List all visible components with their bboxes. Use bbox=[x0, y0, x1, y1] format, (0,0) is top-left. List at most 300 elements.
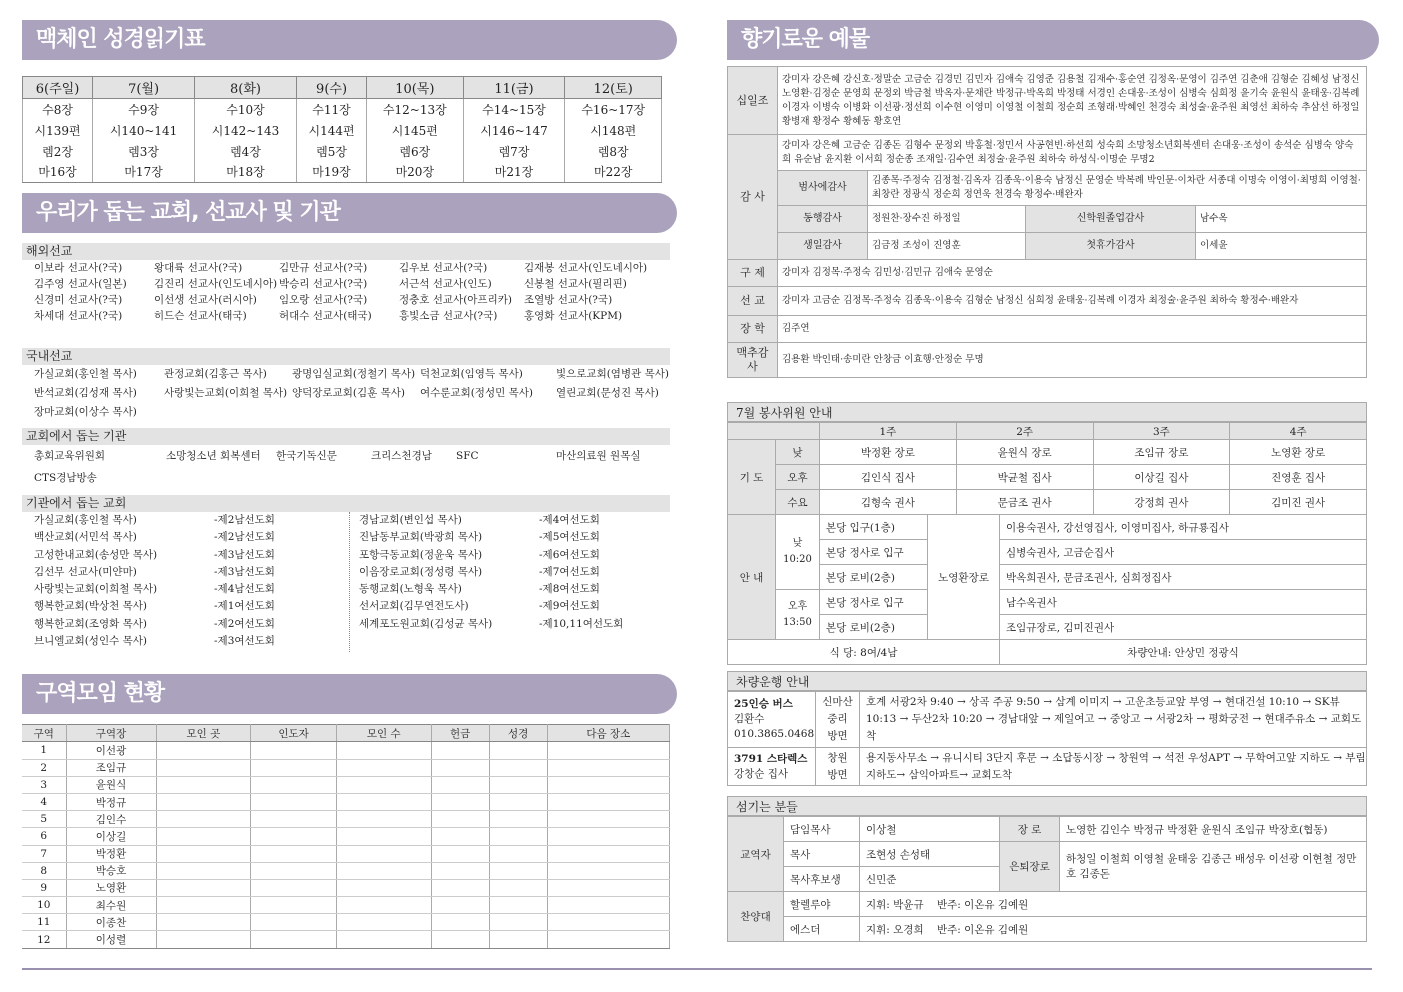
region-no: 12 bbox=[22, 931, 66, 948]
reading-cell: 시144편 bbox=[296, 120, 366, 141]
prayer-row bbox=[728, 465, 1367, 490]
church-item: -제3여선도회 bbox=[214, 635, 275, 648]
church-item: 진남동부교회(박광희 목사) bbox=[359, 531, 483, 544]
region-leader: 박정규 bbox=[66, 793, 156, 810]
region-no: 8 bbox=[22, 862, 66, 879]
region-blank bbox=[251, 879, 337, 896]
table-row bbox=[22, 845, 670, 862]
reading-cell: 시139편 bbox=[23, 120, 93, 141]
region-blank bbox=[336, 828, 431, 845]
list-item: 여수룬교회(정성민 목사) bbox=[420, 387, 533, 399]
region-blank bbox=[547, 879, 669, 896]
list-item: 반석교회(김성재 목사) bbox=[34, 387, 137, 399]
scholar-label: 장 학 bbox=[728, 316, 778, 343]
reading-cell: 렘3장 bbox=[93, 141, 195, 162]
choir-label: 찬양대 bbox=[728, 892, 784, 942]
org-heading: 교회에서 돕는 기관 bbox=[22, 428, 670, 445]
church-item: 세계포도원교회(김성균 목사) bbox=[359, 617, 493, 630]
region-blank bbox=[489, 828, 547, 845]
week-2: 2주 bbox=[956, 423, 1093, 440]
church-item: -제8여선도회 bbox=[539, 583, 600, 596]
bottom-rule bbox=[22, 968, 1372, 970]
region-blank bbox=[156, 793, 251, 810]
region-leader: 이상길 bbox=[66, 828, 156, 845]
list-item: 히드슨 선교사(태국) bbox=[154, 310, 247, 322]
church-item: -제3남선도회 bbox=[214, 548, 275, 561]
region-blank bbox=[431, 811, 489, 828]
staff-group-label: 교역자 bbox=[728, 817, 784, 892]
day-header: 9(수) bbox=[296, 77, 366, 99]
church-item: -제4남선도회 bbox=[214, 583, 275, 596]
table-row bbox=[22, 897, 670, 914]
harvest-names: 김용환 박인태·송미란 안창금 이효행·안정순 무명 bbox=[778, 343, 1367, 378]
prayer-slot: 수요 bbox=[776, 490, 820, 515]
domestic-list bbox=[22, 365, 670, 422]
reading-cell: 시146~147 bbox=[463, 120, 565, 141]
region-blank bbox=[431, 914, 489, 931]
left-column bbox=[22, 20, 670, 949]
table-row bbox=[22, 793, 670, 810]
prayer-name: 김미진 권사 bbox=[1230, 490, 1367, 515]
region-blank bbox=[336, 793, 431, 810]
church-item: 사랑빛는교회(이희철 목사) bbox=[34, 583, 158, 596]
guide-noon: 낮 10:20 bbox=[776, 515, 820, 590]
retired-label: 은퇴장로 bbox=[1000, 842, 1060, 892]
list-item: 마산의료원 원목실 bbox=[556, 450, 641, 462]
region-blank bbox=[431, 776, 489, 793]
church-item: 포항극동교회(정윤욱 목사) bbox=[359, 548, 483, 561]
staff-name: 신민준 bbox=[860, 867, 1000, 892]
reading-cell: 수10장 bbox=[195, 99, 297, 120]
list-item: 박승리 선교사(?국) bbox=[279, 278, 368, 290]
relief-label: 구 제 bbox=[728, 260, 778, 287]
reading-cell: 수11장 bbox=[296, 99, 366, 120]
staff-role: 목사 bbox=[784, 842, 860, 867]
region-blank bbox=[251, 914, 337, 931]
meal-table bbox=[727, 639, 1367, 665]
prayer-slot: 오후 bbox=[776, 465, 820, 490]
region-blank bbox=[251, 862, 337, 879]
list-item: SFC bbox=[456, 450, 479, 462]
region-blank bbox=[251, 828, 337, 845]
region-leader: 조임규 bbox=[66, 759, 156, 776]
day-header: 11(금) bbox=[463, 77, 565, 99]
guide-label: 안 내 bbox=[728, 515, 776, 640]
region-header: 인도자 bbox=[251, 725, 337, 742]
overseas-list bbox=[22, 260, 670, 324]
region-blank bbox=[336, 897, 431, 914]
list-item: 크리스천경남 bbox=[371, 450, 432, 462]
region-blank bbox=[251, 742, 337, 759]
reading-row bbox=[23, 162, 662, 183]
church-item: 가실교회(홍인철 목사) bbox=[34, 514, 137, 526]
region-blank bbox=[431, 845, 489, 862]
reading-cell: 렘6장 bbox=[367, 141, 463, 162]
car-info: 차량안내: 안상민 정광식 bbox=[1000, 640, 1367, 665]
bus1-route: 호계 서광2차 9:40 → 상곡 주공 9:50 → 삼계 이미지 → 고운초등교앞 부영 → 현대건설 10:10 → SK뷰 10:13 → 두산2차 10:20 → 경남대앞 → 제일여고 → 중앙고 → 서광2차 → 평화궁전 → 현대주유소 → 교회도착 bbox=[860, 692, 1367, 748]
church-item: -제2여선도회 bbox=[214, 617, 275, 630]
church-item: -제1여선도회 bbox=[214, 600, 275, 613]
region-blank bbox=[431, 759, 489, 776]
guide-names: 심병숙권사, 고금순집사 bbox=[1000, 540, 1367, 565]
region-no: 9 bbox=[22, 879, 66, 896]
reading-cell: 마18장 bbox=[195, 162, 297, 183]
list-item: 김재봉 선교사(인도네시아) bbox=[524, 262, 648, 274]
prayer-name: 강정희 권사 bbox=[1093, 490, 1230, 515]
church-item bbox=[359, 633, 539, 650]
list-item: 총회교육위원회 bbox=[34, 450, 106, 462]
region-blank bbox=[251, 811, 337, 828]
list-item: 가실교회(홍인철 목사) bbox=[34, 368, 137, 380]
region-blank bbox=[251, 897, 337, 914]
support-banner: 우리가 돕는 교회, 선교사 및 기관 bbox=[22, 193, 677, 233]
table-row bbox=[22, 759, 670, 776]
guide-leader: 노영환장로 bbox=[928, 515, 1000, 640]
prayer-name: 이상길 집사 bbox=[1093, 465, 1230, 490]
church-item: -제7여선도회 bbox=[539, 565, 600, 578]
companion-names: 정원찬·장수진 하정일 bbox=[868, 206, 1026, 233]
church-item bbox=[539, 633, 679, 650]
list-item: 차세대 선교사(?국) bbox=[34, 310, 123, 322]
church-divider bbox=[349, 512, 350, 652]
region-leader: 박승호 bbox=[66, 862, 156, 879]
region-no: 10 bbox=[22, 897, 66, 914]
staff-table bbox=[727, 816, 1367, 942]
church-item: -제5여선도회 bbox=[539, 531, 600, 544]
vehicle-table bbox=[727, 691, 1367, 786]
prayer-name: 조임규 장로 bbox=[1093, 440, 1230, 465]
list-item: CTS경남방송 bbox=[34, 472, 97, 484]
church-item: -제3남선도회 bbox=[214, 565, 275, 578]
region-blank bbox=[156, 862, 251, 879]
reading-cell: 수8장 bbox=[23, 99, 93, 120]
region-blank bbox=[431, 931, 489, 948]
region-blank bbox=[431, 828, 489, 845]
reading-cell: 마16장 bbox=[23, 162, 93, 183]
guide-table bbox=[727, 514, 1367, 640]
region-blank bbox=[431, 897, 489, 914]
region-blank bbox=[431, 793, 489, 810]
offering-banner: 향기로운 예물 bbox=[727, 20, 1379, 60]
list-item: 광명임실교회(정철기 목사) bbox=[292, 368, 416, 380]
table-row bbox=[22, 879, 670, 896]
region-blank bbox=[547, 845, 669, 862]
region-no: 1 bbox=[22, 742, 66, 759]
bus2-route: 용지동사무소 → 유니시티 3단지 후문 → 소답동시장 → 창원역 → 석전 우성APT → 무학여고앞 지하도 → 부림지하도→ 삼익아파트→ 교회도착 bbox=[860, 748, 1367, 786]
reading-table bbox=[22, 76, 662, 183]
table-row bbox=[22, 828, 670, 845]
church-item: -제6여선도회 bbox=[539, 548, 600, 561]
region-blank bbox=[489, 845, 547, 862]
staff-name: 조현성 손성태 bbox=[860, 842, 1000, 867]
choir-info: 지휘: 박윤규 반주: 이온유 김예원 bbox=[860, 892, 1367, 917]
table-row bbox=[22, 862, 670, 879]
retired-names: 하청일 이철희 이영철 윤태웅 김종근 배성우 이선광 이현철 정만호 김종돈 bbox=[1060, 842, 1367, 892]
church-item: -제9여선도회 bbox=[539, 600, 600, 613]
region-blank bbox=[336, 862, 431, 879]
region-blank bbox=[251, 931, 337, 948]
region-blank bbox=[336, 845, 431, 862]
prayer-name: 박정환 장로 bbox=[820, 440, 957, 465]
prayer-name: 김형숙 권사 bbox=[820, 490, 957, 515]
region-leader: 김인수 bbox=[66, 811, 156, 828]
reading-cell: 시148편 bbox=[565, 120, 662, 141]
reading-cell: 렘5장 bbox=[296, 141, 366, 162]
church-item: -제2남선도회 bbox=[214, 514, 275, 526]
region-no: 4 bbox=[22, 793, 66, 810]
list-item: 허대수 선교사(태국) bbox=[279, 310, 372, 322]
list-item: 이선생 선교사(러시아) bbox=[154, 294, 257, 306]
region-blank bbox=[336, 776, 431, 793]
day-header: 6(주일) bbox=[23, 77, 93, 99]
region-header: 다음 장소 bbox=[547, 725, 669, 742]
prayer-name: 김인식 집사 bbox=[820, 465, 957, 490]
thanks-label: 감 사 bbox=[728, 135, 778, 260]
region-leader: 노영환 bbox=[66, 879, 156, 896]
week-1: 1주 bbox=[820, 423, 957, 440]
reading-cell: 시142~143 bbox=[195, 120, 297, 141]
region-blank bbox=[156, 931, 251, 948]
tithe-label: 십일조 bbox=[728, 67, 778, 135]
list-item: 신봉철 선교사(필리핀) bbox=[524, 278, 627, 290]
region-no: 6 bbox=[22, 828, 66, 845]
region-header: 모인 곳 bbox=[156, 725, 251, 742]
guide-place: 본당 정사로 입구 bbox=[820, 540, 928, 565]
reading-cell: 마20장 bbox=[367, 162, 463, 183]
church-item: -제10,11여선도회 bbox=[539, 617, 624, 630]
guide-names: 조임규장로, 김미진권사 bbox=[1000, 615, 1367, 640]
region-no: 3 bbox=[22, 776, 66, 793]
reading-row bbox=[23, 99, 662, 120]
guide-names: 남수옥권사 bbox=[1000, 590, 1367, 615]
table-row bbox=[22, 931, 670, 948]
reading-cell: 시145편 bbox=[367, 120, 463, 141]
region-leader: 이선광 bbox=[66, 742, 156, 759]
church-item: -제4여선도회 bbox=[539, 514, 600, 526]
list-item: 소망청소년 회복센터 bbox=[166, 450, 261, 462]
region-table bbox=[22, 724, 670, 948]
region-blank bbox=[251, 776, 337, 793]
tithe-names: 강미자 강은혜 강신호·정말순 고금순 김경민 김민자 김애숙 김영준 김용철 김재수·홍순연 김정옥·문영이 김주연 김춘애 김형순 김혜성 남정신 노영환·김정순 문영희 문정외 박금철 박옥자·문채란 박정규·박옥희 박정태 서경인 손대웅·조성이 심병숙 심희정 윤기숙 윤원식 윤태웅·김복례 이경자 이병숙 이병화 이선광·정선희 이수현 이영미 이영철 이철희 정순희 조형래·박혜인 천경숙 최성술·윤주원 최영선 최하숙 추삼선 하정일 황병재 황정수 황혜동 황호연 bbox=[778, 67, 1367, 135]
list-item: 신경미 선교사(?국) bbox=[34, 294, 123, 306]
region-blank bbox=[489, 776, 547, 793]
region-blank bbox=[251, 793, 337, 810]
region-blank bbox=[156, 759, 251, 776]
vacation-names: 이세윤 bbox=[1196, 233, 1367, 260]
org-list bbox=[22, 445, 670, 489]
region-blank bbox=[547, 776, 669, 793]
church-item: 김선무 선교사(미얀마) bbox=[34, 565, 137, 578]
reading-banner: 맥체인 성경읽기표 bbox=[22, 20, 677, 60]
region-blank bbox=[431, 742, 489, 759]
list-item: 김우보 선교사(?국) bbox=[399, 262, 488, 274]
region-blank bbox=[489, 759, 547, 776]
seminary-names: 남수옥 bbox=[1196, 206, 1367, 233]
guide-place: 본당 로비(2층) bbox=[820, 565, 928, 590]
staff-role: 담임목사 bbox=[784, 817, 860, 842]
region-blank bbox=[431, 862, 489, 879]
region-blank bbox=[251, 845, 337, 862]
prayer-slot: 낮 bbox=[776, 440, 820, 465]
region-blank bbox=[336, 914, 431, 931]
region-blank bbox=[156, 742, 251, 759]
vehicle-heading: 차량운행 안내 bbox=[727, 671, 1367, 691]
mission-label: 선 교 bbox=[728, 287, 778, 316]
region-blank bbox=[547, 811, 669, 828]
region-blank bbox=[489, 862, 547, 879]
church-item: 이음장로교회(정성령 목사) bbox=[359, 565, 483, 578]
region-blank bbox=[547, 742, 669, 759]
list-item: 왕대륙 선교사(?국) bbox=[154, 262, 243, 274]
offering-table bbox=[727, 66, 1367, 378]
birthday-label: 생일감사 bbox=[778, 233, 868, 260]
table-row bbox=[22, 811, 670, 828]
prayer-name: 노영환 장로 bbox=[1230, 440, 1367, 465]
region-blank bbox=[547, 793, 669, 810]
day-header: 7(월) bbox=[93, 77, 195, 99]
list-item: 양덕장로교회(김훈 목사) bbox=[292, 387, 405, 399]
prayer-name: 윤원식 장로 bbox=[956, 440, 1093, 465]
region-leader: 윤원식 bbox=[66, 776, 156, 793]
vacation-label: 첫휴가감사 bbox=[1026, 233, 1196, 260]
church-list bbox=[22, 512, 670, 650]
list-item: 김만규 선교사(?국) bbox=[279, 262, 368, 274]
region-blank bbox=[156, 879, 251, 896]
guide-names: 박옥희권사, 문금조권사, 심희정집사 bbox=[1000, 565, 1367, 590]
region-header: 구역 bbox=[22, 725, 66, 742]
church-item: 고성한내교회(송성만 목사) bbox=[34, 548, 158, 561]
day-header: 8(화) bbox=[195, 77, 297, 99]
list-item: 관정교회(김홍근 목사) bbox=[164, 368, 267, 380]
reading-cell: 수12~13장 bbox=[367, 99, 463, 120]
region-blank bbox=[547, 914, 669, 931]
harvest-label: 맥추감사 bbox=[728, 343, 778, 378]
list-item: 김진리 선교사(인도네시아) bbox=[154, 278, 278, 290]
elder-names: 노영한 김인수 박정규 박정환 윤원식 조임규 박장호(협동) bbox=[1060, 817, 1367, 842]
list-item: 홍영화 선교사(KPM) bbox=[524, 310, 623, 322]
choir-name: 할렐루야 bbox=[784, 892, 860, 917]
region-blank bbox=[489, 914, 547, 931]
reading-cell: 렘8장 bbox=[565, 141, 662, 162]
prayer-name: 박균철 집사 bbox=[956, 465, 1093, 490]
reading-cell: 마22장 bbox=[565, 162, 662, 183]
guide-place: 본당 입구(1층) bbox=[820, 515, 928, 540]
meal-info: 식 당: 8여/4남 bbox=[728, 640, 1000, 665]
church-item: 브니엘교회(성인수 목사) bbox=[34, 635, 147, 648]
list-item: 흥빛소금 선교사(?국) bbox=[399, 310, 498, 322]
region-blank bbox=[547, 897, 669, 914]
region-blank bbox=[251, 759, 337, 776]
reading-row bbox=[23, 120, 662, 141]
region-blank bbox=[431, 879, 489, 896]
reading-cell: 렘4장 bbox=[195, 141, 297, 162]
list-item: 사랑빛는교회(이희철 목사) bbox=[164, 387, 288, 399]
region-blank bbox=[156, 828, 251, 845]
guide-place: 본당 로비(2층) bbox=[820, 615, 928, 640]
day-header: 12(토) bbox=[565, 77, 662, 99]
region-blank bbox=[547, 862, 669, 879]
scholar-names: 김주연 bbox=[778, 316, 1367, 343]
prayer-label: 기 도 bbox=[728, 440, 776, 515]
church-item: 행복한교회(박상천 목사) bbox=[34, 600, 147, 613]
reading-cell: 수16~17장 bbox=[565, 99, 662, 120]
companion-label: 동행감사 bbox=[778, 206, 868, 233]
list-item: 덕천교회(임영득 목사) bbox=[420, 368, 523, 380]
table-row bbox=[22, 914, 670, 931]
region-blank bbox=[547, 828, 669, 845]
list-item: 빛으로교회(염병관 목사) bbox=[556, 368, 669, 380]
reading-cell: 렘2장 bbox=[23, 141, 93, 162]
region-header: 성경 bbox=[489, 725, 547, 742]
table-row bbox=[22, 742, 670, 759]
bus1-info: 25인승 버스 김환수 010.3865.0468 bbox=[728, 692, 816, 748]
reading-row bbox=[23, 141, 662, 162]
bus2-area: 창원 방면 bbox=[816, 748, 860, 786]
region-no: 2 bbox=[22, 759, 66, 776]
region-header: 모인 수 bbox=[336, 725, 431, 742]
elder-label: 장 로 bbox=[1000, 817, 1060, 842]
church-item: 동행교회(노형욱 목사) bbox=[359, 583, 462, 596]
table-row bbox=[22, 776, 670, 793]
region-blank bbox=[489, 742, 547, 759]
prayer-row bbox=[728, 440, 1367, 465]
region-no: 11 bbox=[22, 914, 66, 931]
region-blank bbox=[156, 897, 251, 914]
thanks-sub-label: 범사에감사 bbox=[778, 171, 868, 206]
region-blank bbox=[336, 931, 431, 948]
prayer-name: 진영훈 집사 bbox=[1230, 465, 1367, 490]
overseas-heading: 해외선교 bbox=[22, 243, 670, 260]
list-item: 열린교회(문성진 목사) bbox=[556, 387, 659, 399]
region-blank bbox=[489, 931, 547, 948]
staff-role: 목사후보생 bbox=[784, 867, 860, 892]
choir-info: 지휘: 오경희 반주: 이온유 김예원 bbox=[860, 917, 1367, 942]
list-item: 한국기독신문 bbox=[276, 450, 337, 462]
church-heading: 기관에서 돕는 교회 bbox=[22, 495, 670, 512]
list-item: 정충호 선교사(아프리카) bbox=[399, 294, 512, 306]
region-no: 7 bbox=[22, 845, 66, 862]
choir-name: 에스더 bbox=[784, 917, 860, 942]
church-item: 행복한교회(조영화 목사) bbox=[34, 617, 147, 630]
reading-cell: 수14~15장 bbox=[463, 99, 565, 120]
staff-heading: 섬기는 분들 bbox=[727, 796, 1367, 816]
reading-cell: 시140~141 bbox=[93, 120, 195, 141]
region-no: 5 bbox=[22, 811, 66, 828]
region-blank bbox=[547, 931, 669, 948]
list-item: 장마교회(이상수 목사) bbox=[34, 406, 137, 418]
service-table bbox=[727, 422, 1367, 515]
list-item: 김주영 선교사(일본) bbox=[34, 278, 127, 290]
reading-cell: 마17장 bbox=[93, 162, 195, 183]
day-header: 10(목) bbox=[367, 77, 463, 99]
church-item: 경남교회(변인섭 목사) bbox=[359, 514, 462, 526]
region-blank bbox=[156, 845, 251, 862]
region-header: 헌금 bbox=[431, 725, 489, 742]
week-4: 4주 bbox=[1230, 423, 1367, 440]
church-item: 선서교회(김무연전도사) bbox=[359, 600, 469, 613]
region-blank bbox=[336, 811, 431, 828]
prayer-row bbox=[728, 490, 1367, 515]
church-item: -제2남선도회 bbox=[214, 531, 275, 544]
region-leader: 최수원 bbox=[66, 897, 156, 914]
region-blank bbox=[489, 897, 547, 914]
guide-names: 이용숙권사, 강선영집사, 이영미집사, 하규룡집사 bbox=[1000, 515, 1367, 540]
reading-cell: 마19장 bbox=[296, 162, 366, 183]
region-leader: 박정환 bbox=[66, 845, 156, 862]
seminary-label: 신학원졸업감사 bbox=[1026, 206, 1196, 233]
thanks-names: 강미자 강은혜 고금순 김종돈 김형수 문정외 박홍철·정민서 사공현빈·하선희 성숙희 소망청소년회복센터 손대웅·조성이 송석순 심병숙 양숙희 유순남 윤지환 이서희 정순종 조재일·김수연 최정술·윤주원 최하숙 하성식·이명순 무명2 bbox=[778, 135, 1367, 171]
bus1-area: 신마산 중리 방면 bbox=[816, 692, 860, 748]
